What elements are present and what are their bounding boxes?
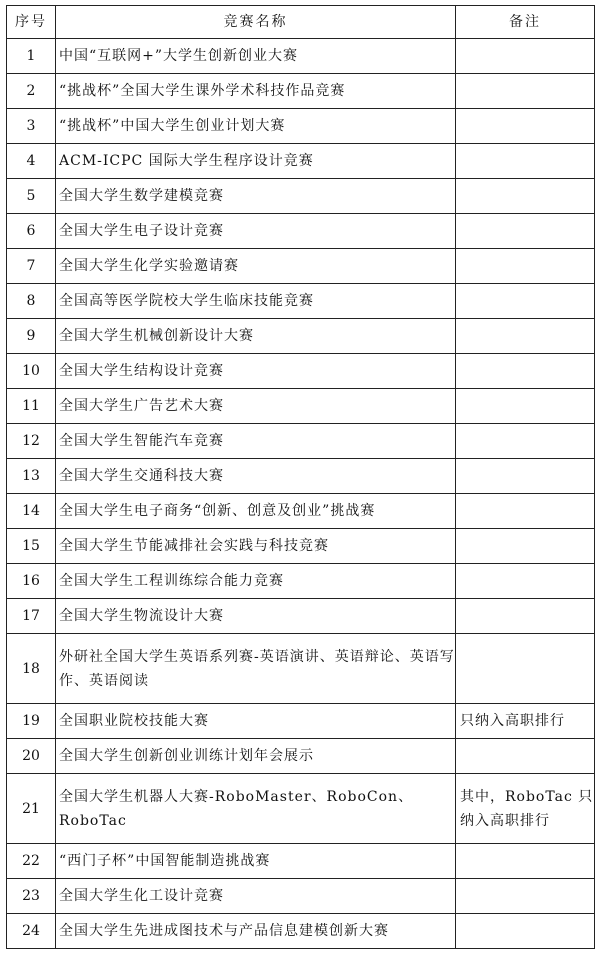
competition-name: 全国大学生机械创新设计大赛	[56, 319, 456, 354]
competition-name: 全国大学生广告艺术大赛	[56, 389, 456, 424]
row-number: 3	[7, 109, 56, 144]
note	[456, 389, 595, 424]
row-number: 20	[7, 739, 56, 774]
note	[456, 179, 595, 214]
competition-name: “挑战杯”中国大学生创业计划大赛	[56, 109, 456, 144]
competition-name: 全国大学生创新创业训练计划年会展示	[56, 739, 456, 774]
competition-name: 全国大学生化工设计竞赛	[56, 879, 456, 914]
row-number: 24	[7, 914, 56, 949]
header-row	[7, 6, 595, 39]
note	[456, 599, 595, 634]
table-row	[7, 599, 595, 634]
competition-name: ACM-ICPC 国际大学生程序设计竞赛	[56, 144, 456, 179]
competition-name: 全国大学生节能减排社会实践与科技竞赛	[56, 529, 456, 564]
table-row	[7, 144, 595, 179]
note	[456, 844, 595, 879]
note	[456, 564, 595, 599]
competition-name: 全国大学生工程训练综合能力竞赛	[56, 564, 456, 599]
row-number: 23	[7, 879, 56, 914]
row-number: 11	[7, 389, 56, 424]
note	[456, 319, 595, 354]
competition-name: 全国高等医学院校大学生临床技能竞赛	[56, 284, 456, 319]
competition-name: 全国大学生机器人大赛-RoboMaster、RoboCon、RoboTac	[56, 774, 456, 844]
competition-name: 中国“互联网+”大学生创新创业大赛	[56, 39, 456, 74]
competition-name: 全国大学生智能汽车竞赛	[56, 424, 456, 459]
table-row	[7, 389, 595, 424]
note: 其中，RoboTac 只纳入高职排行	[456, 774, 595, 844]
header-name: 竞赛名称	[56, 6, 456, 39]
table-row	[7, 774, 595, 844]
competition-name: 全国大学生数学建模竞赛	[56, 179, 456, 214]
row-number: 6	[7, 214, 56, 249]
table-row	[7, 74, 595, 109]
row-number: 5	[7, 179, 56, 214]
note	[456, 249, 595, 284]
row-number: 7	[7, 249, 56, 284]
row-number: 22	[7, 844, 56, 879]
table-row	[7, 39, 595, 74]
note: 只纳入高职排行	[456, 704, 595, 739]
competition-name: “挑战杯”全国大学生课外学术科技作品竞赛	[56, 74, 456, 109]
note	[456, 634, 595, 704]
table-row	[7, 844, 595, 879]
note	[456, 424, 595, 459]
table-row	[7, 354, 595, 389]
note	[456, 144, 595, 179]
note	[456, 914, 595, 949]
competition-name: “西门子杯”中国智能制造挑战赛	[56, 844, 456, 879]
table-row	[7, 424, 595, 459]
row-number: 1	[7, 39, 56, 74]
note	[456, 284, 595, 319]
competition-name: 全国大学生物流设计大赛	[56, 599, 456, 634]
row-number: 10	[7, 354, 56, 389]
competition-name: 外研社全国大学生英语系列赛-英语演讲、英语辩论、英语写作、英语阅读	[56, 634, 456, 704]
note	[456, 109, 595, 144]
header-note: 备注	[456, 6, 595, 39]
competition-name: 全国大学生交通科技大赛	[56, 459, 456, 494]
note	[456, 879, 595, 914]
note	[456, 494, 595, 529]
row-number: 8	[7, 284, 56, 319]
table-row	[7, 179, 595, 214]
note	[456, 74, 595, 109]
note	[456, 459, 595, 494]
table-row	[7, 459, 595, 494]
table-row	[7, 529, 595, 564]
competition-name: 全国大学生电子设计竞赛	[56, 214, 456, 249]
table-row	[7, 564, 595, 599]
row-number: 17	[7, 599, 56, 634]
table-row	[7, 739, 595, 774]
note	[456, 39, 595, 74]
competition-name: 全国大学生先进成图技术与产品信息建模创新大赛	[56, 914, 456, 949]
note	[456, 739, 595, 774]
row-number: 16	[7, 564, 56, 599]
row-number: 14	[7, 494, 56, 529]
competition-name: 全国大学生结构设计竞赛	[56, 354, 456, 389]
table-row	[7, 494, 595, 529]
table-row	[7, 879, 595, 914]
competition-table	[6, 5, 595, 949]
table-row	[7, 704, 595, 739]
row-number: 12	[7, 424, 56, 459]
note	[456, 529, 595, 564]
table-row	[7, 634, 595, 704]
competition-name: 全国职业院校技能大赛	[56, 704, 456, 739]
competition-name: 全国大学生化学实验邀请赛	[56, 249, 456, 284]
table-row	[7, 319, 595, 354]
table-row	[7, 214, 595, 249]
table-row	[7, 249, 595, 284]
row-number: 9	[7, 319, 56, 354]
header-no: 序号	[7, 6, 56, 39]
competition-name: 全国大学生电子商务“创新、创意及创业”挑战赛	[56, 494, 456, 529]
table-row	[7, 284, 595, 319]
note	[456, 354, 595, 389]
row-number: 4	[7, 144, 56, 179]
row-number: 21	[7, 774, 56, 844]
row-number: 19	[7, 704, 56, 739]
table-row	[7, 914, 595, 949]
row-number: 2	[7, 74, 56, 109]
row-number: 18	[7, 634, 56, 704]
note	[456, 214, 595, 249]
row-number: 15	[7, 529, 56, 564]
table-row	[7, 109, 595, 144]
row-number: 13	[7, 459, 56, 494]
